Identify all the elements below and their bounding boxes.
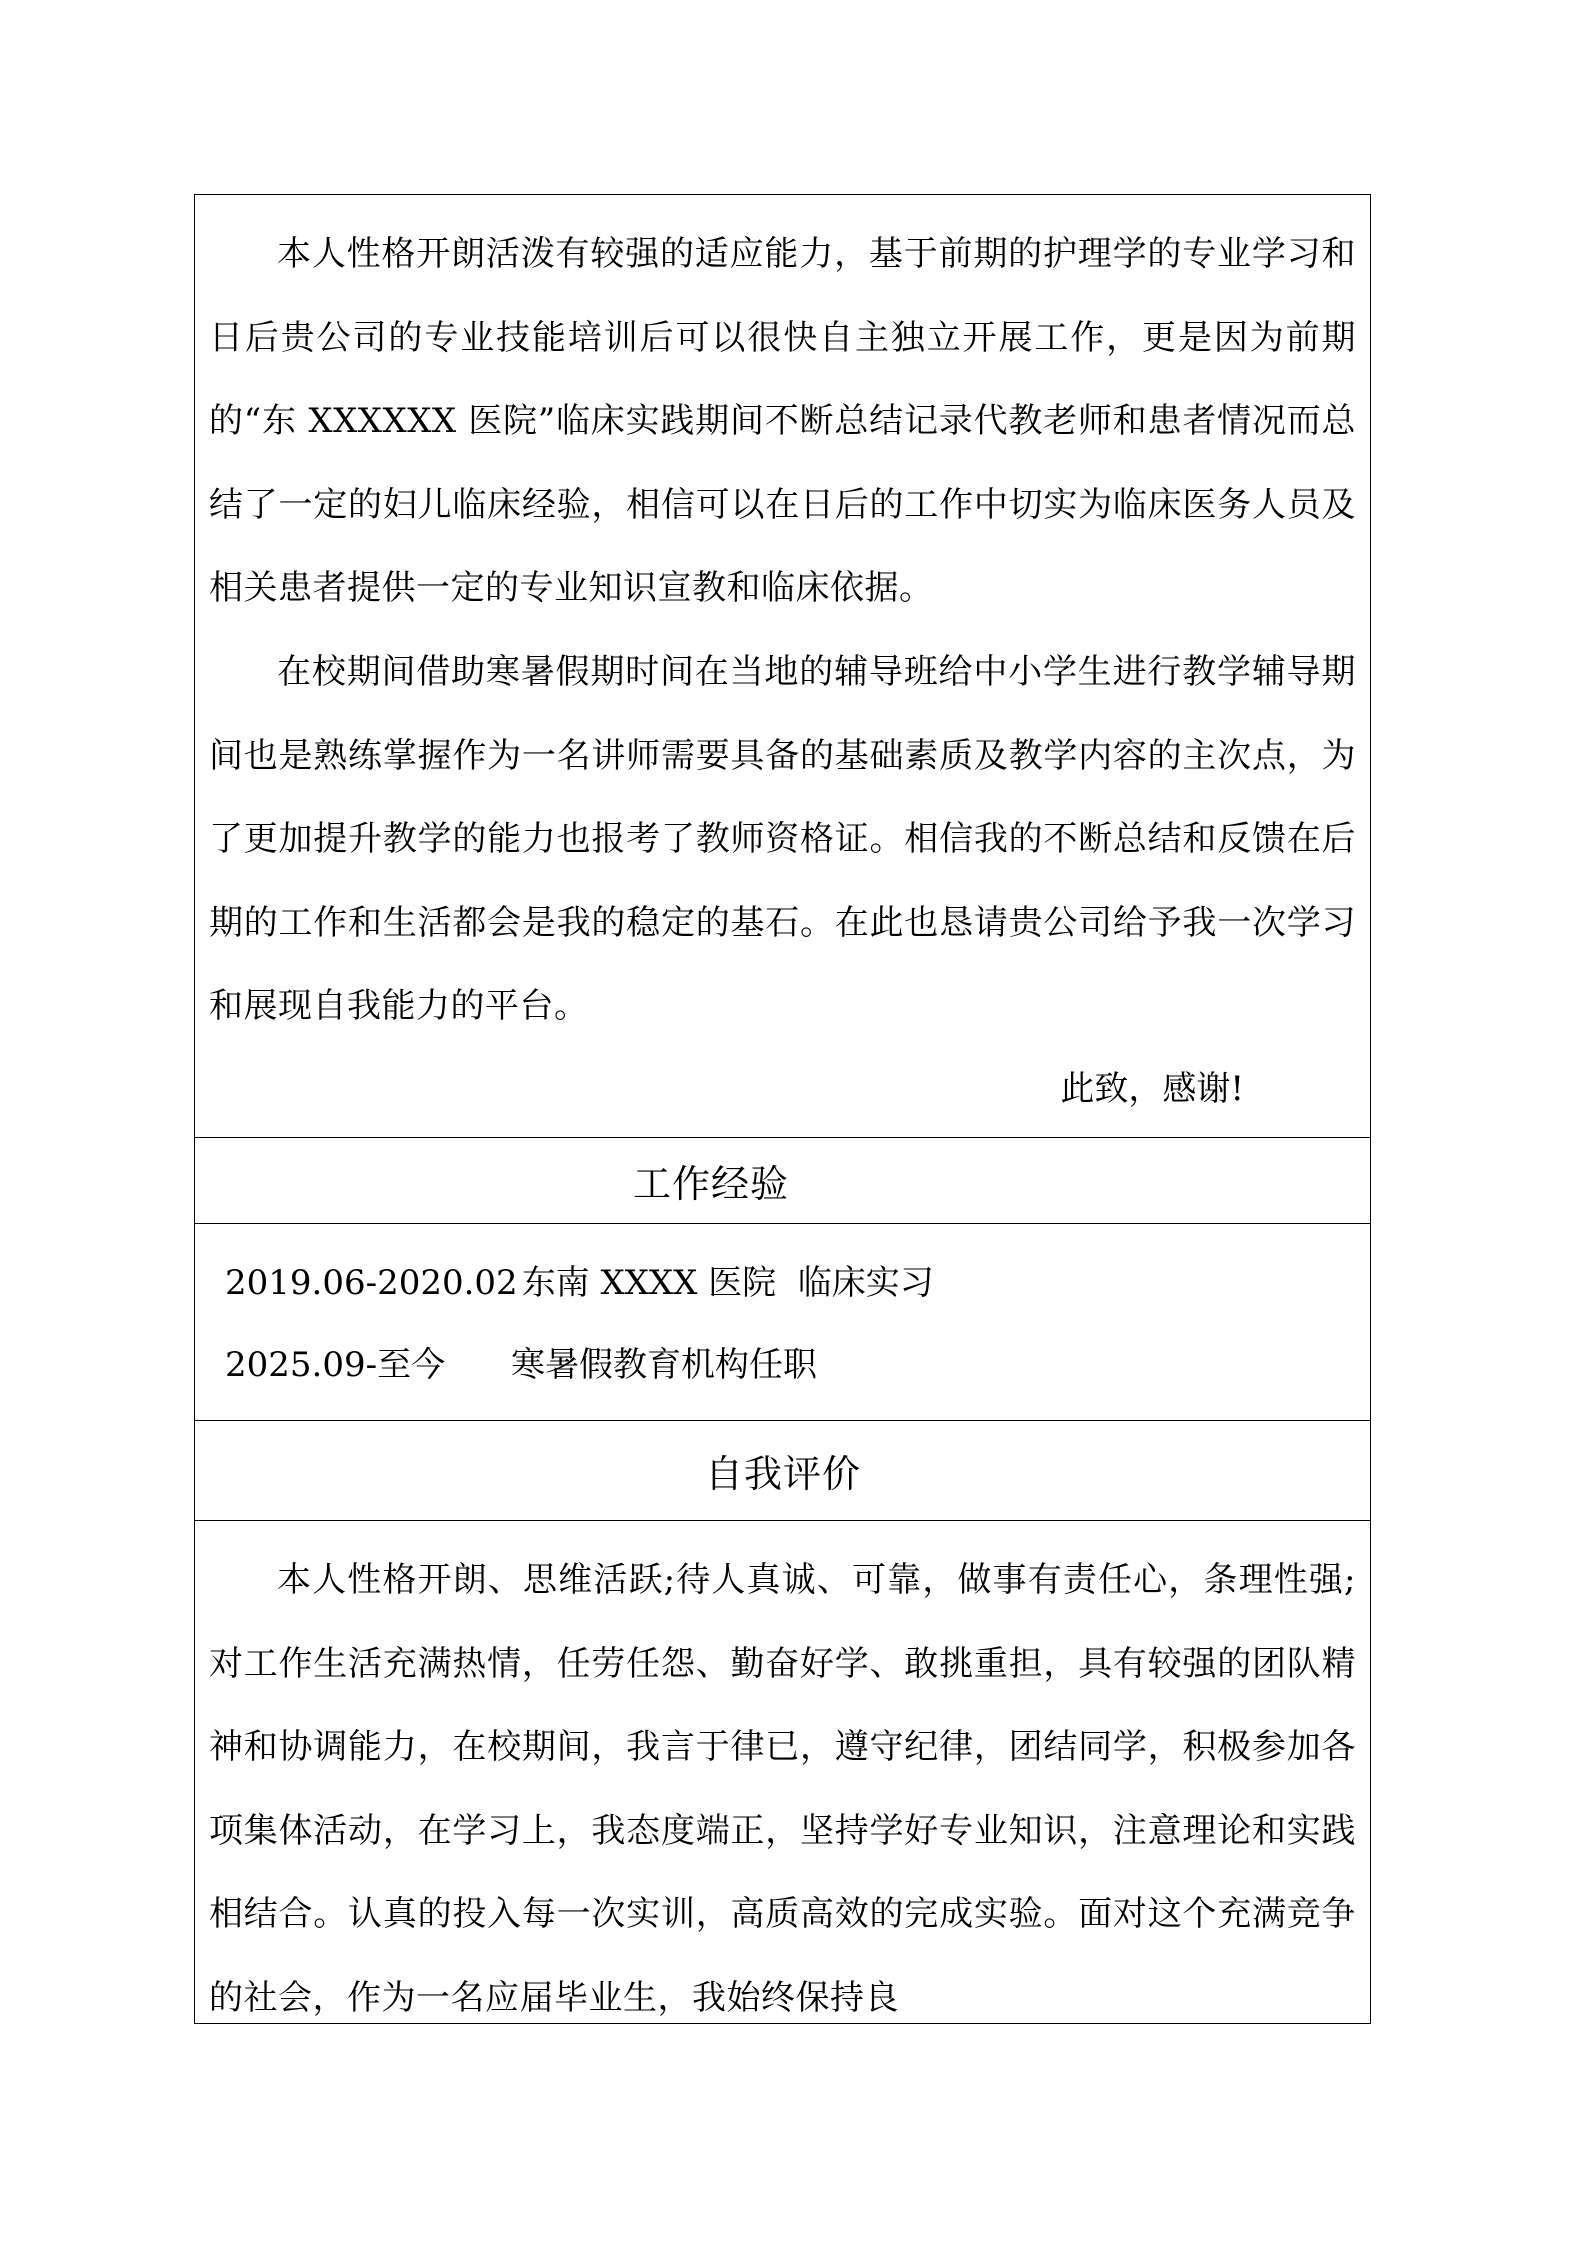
work-experience-item (225, 1324, 1340, 1406)
work-experience-header (195, 1138, 1370, 1224)
self-evaluation-text: 本人性格开朗、思维活跃;待人真诚、可靠，做事有责任心，条理性强;对工作生活充满热情，任劳任怨、勤奋好学、敢挑重担，具有较强的团队精神和协调能力，在校期间，我言于律已，遵守纪律，团结同学，积极参加各项集体活动，在学习上，我态度端正，坚持学好专业知识，注意理论和实践相结合。认真的投入每一次实训，高质高效的完成实验。面对这个充满竞争的社会，作为一名应届毕业生，我始终保持良 (209, 1559, 1356, 2018)
intro-cell (195, 195, 1370, 1138)
work-experience-item (225, 1242, 1340, 1324)
work-experience-desc: 东南 XXXX 医院 临床实习 (521, 1262, 934, 1303)
intro-paragraph-2: 在校期间借助寒暑假期时间在当地的辅导班给中小学生进行教学辅导期间也是熟练掌握作为一名讲师需要具备的基础素质及教学内容的主次点，为了更加提升教学的能力也报考了教师资格证。相信我的不断总结和反馈在后期的工作和生活都会是我的稳定的基石。在此也恳请贵公司给予我一次学习和展现自我能力的平台。 (209, 651, 1356, 1027)
work-experience-desc: 寒暑假教育机构任职 (511, 1344, 817, 1385)
work-experience-cell (195, 1224, 1370, 1421)
intro-paragraph-1: 本人性格开朗活泼有较强的适应能力，基于前期的护理学的专业学习和日后贵公司的专业技能培训后可以很快自主独立开展工作，更是因为前期的“东 XXXXXX 医院”临床实践期间不断总结记录代教老师和患者情况而总结了一定的妇儿临床经验，相信可以在日后的工作中切实为临床医务人员及相关患者提供一定的专业知识宣教和临床依据。 (209, 234, 1356, 609)
closing-text: 此致，感谢! (1060, 1068, 1244, 1109)
work-experience-date: 2019.06-2020.02 (225, 1262, 518, 1303)
work-experience-title: 工作经验 (633, 1161, 790, 1206)
work-experience-date: 2025.09-至今 (225, 1344, 446, 1385)
self-evaluation-title: 自我评价 (705, 1451, 862, 1496)
self-evaluation-header (195, 1421, 1370, 1521)
self-evaluation-cell (195, 1521, 1370, 2023)
resume-table (194, 194, 1371, 2024)
